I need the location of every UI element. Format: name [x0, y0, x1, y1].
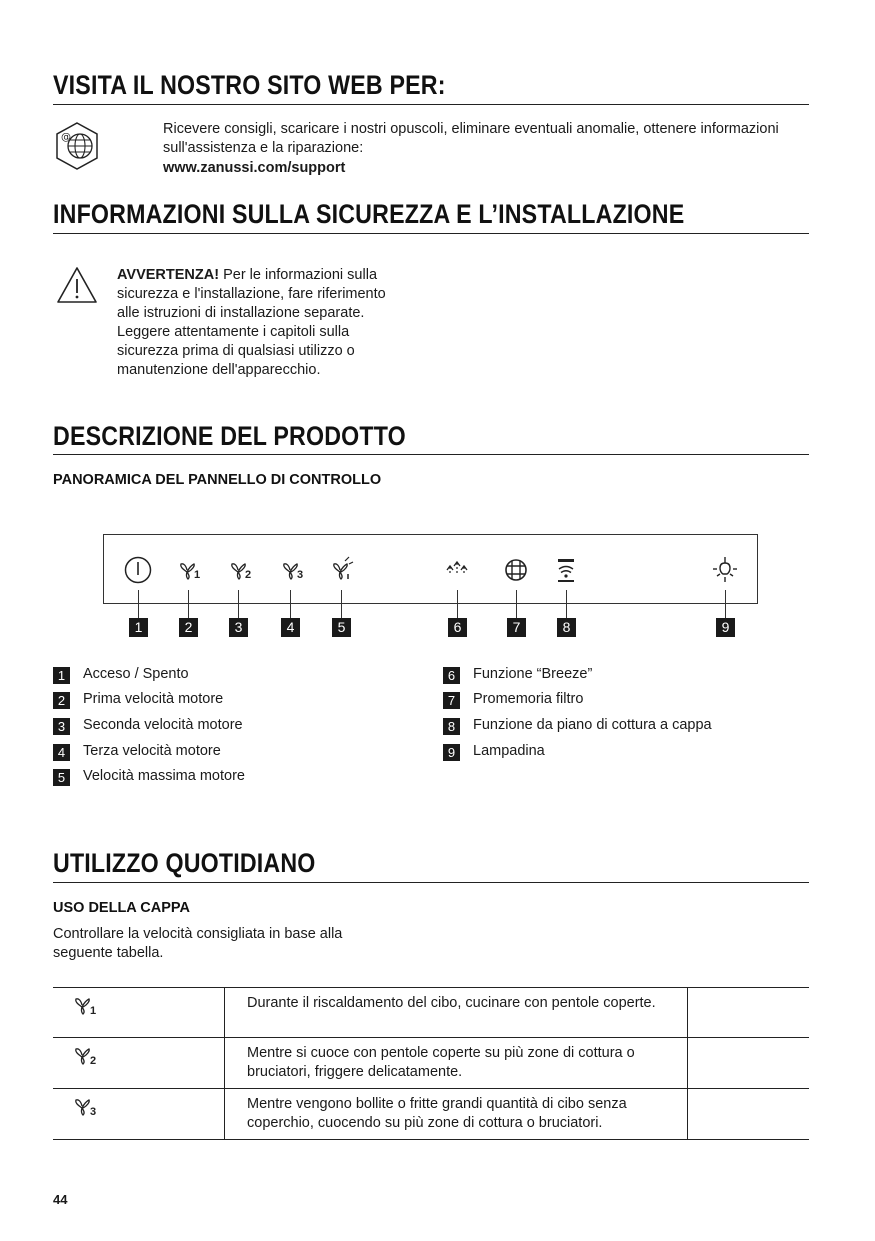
legend-label: Velocità massima motore [83, 768, 245, 784]
fan-speed-3-icon [277, 555, 307, 585]
breeze-icon [442, 555, 472, 585]
legend-number: 3 [53, 718, 70, 735]
callout-line [725, 590, 726, 618]
callout-line [516, 590, 517, 618]
table-row [53, 1089, 809, 1140]
fan-speed-2-icon [225, 555, 255, 585]
callout-line [290, 590, 291, 618]
speed-description: Mentre vengono bollite o fritte grandi quantità di cibo senza coperchio, cuocendo su più zone di cottura o bruciatori. [225, 1089, 688, 1140]
hood-use-subheading: USO DELLA CAPPA [53, 900, 190, 916]
speed-extra [688, 1089, 810, 1140]
speed-digit-3: 3 [297, 569, 304, 581]
speed-extra [688, 988, 810, 1038]
legend-number: 1 [53, 667, 70, 684]
speed-description: Mentre si cuoce con pentole coperte su più zone di cottura o bruciatori, friggere delicatamente. [225, 1038, 688, 1089]
legend-label: Seconda velocità motore [83, 717, 243, 733]
legend-label: Terza velocità motore [83, 743, 221, 759]
legend-label: Promemoria filtro [473, 691, 584, 707]
callout-number: 6 [448, 618, 467, 637]
warning-text: Per le informazioni sulla sicurezza e l'installazione, fare riferimento alle istruzioni di installazione separate. Leggere attentamente i capitoli sulla sicurezza prima di qualsiasi utilizzo o manutenzione dell'apparecchio. [117, 267, 386, 378]
legend-number: 9 [443, 744, 460, 761]
speed-digit: 2 [90, 1055, 97, 1067]
callout-number: 3 [229, 618, 248, 637]
heading-divider [53, 233, 809, 234]
speed-digit: 3 [90, 1106, 97, 1118]
callout-number: 1 [129, 618, 148, 637]
control-panel-subheading: PANORAMICA DEL PANNELLO DI CONTROLLO [53, 472, 382, 488]
hob-to-hood-icon [551, 555, 581, 585]
safety-heading: INFORMAZIONI SULLA SICUREZZA E L’INSTALLAZIONE [53, 199, 685, 229]
lamp-icon [710, 555, 740, 585]
legend-number: 6 [443, 667, 460, 684]
callout-number: 9 [716, 618, 735, 637]
speed-digit-2: 2 [245, 569, 252, 581]
legend-number: 7 [443, 692, 460, 709]
heading-divider [53, 104, 809, 105]
callout-number: 8 [557, 618, 576, 637]
heading-divider [53, 882, 809, 883]
page-number: 44 [53, 1192, 68, 1207]
speed-extra [688, 1038, 810, 1089]
speed-cell [53, 1038, 225, 1089]
web-globe-icon [52, 121, 102, 171]
fan-speed-1-icon [73, 994, 107, 1020]
speed-digit: 1 [90, 1005, 97, 1017]
legend-number: 4 [53, 744, 70, 761]
callout-number: 7 [507, 618, 526, 637]
hood-use-intro: Controllare la velocità consigliata in base alla seguente tabella. [53, 926, 343, 961]
speed-cell [53, 988, 225, 1038]
legend-label: Prima velocità motore [83, 691, 224, 707]
warning-triangle-icon [56, 266, 98, 304]
website-heading: VISITA IL NOSTRO SITO WEB PER: [53, 70, 446, 100]
callout-line [188, 590, 189, 618]
heading-divider [53, 454, 809, 455]
support-url-link[interactable]: www.zanussi.com/support [163, 160, 346, 176]
product-heading: DESCRIZIONE DEL PRODOTTO [53, 421, 406, 451]
speed-table [53, 987, 809, 1140]
speed-cell [53, 1089, 225, 1140]
callout-number: 2 [179, 618, 198, 637]
callout-line [457, 590, 458, 618]
website-text: Ricevere consigli, scaricare i nostri opuscoli, eliminare eventuali anomalie, ottenere informazioni sull'assistenza e la riparazione: [163, 121, 779, 156]
table-row [53, 988, 809, 1038]
warning-label: AVVERTENZA! [117, 267, 220, 283]
filter-reminder-icon [501, 555, 531, 585]
power-icon [123, 555, 153, 585]
legend-number: 8 [443, 718, 460, 735]
svg-text:@: @ [61, 132, 71, 143]
fan-speed-3-icon [73, 1095, 107, 1121]
speed-digit-1: 1 [194, 569, 201, 581]
speed-description: Durante il riscaldamento del cibo, cucinare con pentole coperte. [225, 988, 688, 1038]
legend-label: Funzione “Breeze” [473, 666, 593, 682]
callout-line [238, 590, 239, 618]
legend-label: Acceso / Spento [83, 666, 189, 682]
fan-speed-2-icon [73, 1044, 107, 1070]
legend-number: 2 [53, 692, 70, 709]
fan-max-speed-icon [327, 555, 357, 585]
callout-number: 5 [332, 618, 351, 637]
daily-use-heading: UTILIZZO QUOTIDIANO [53, 848, 316, 878]
legend-label: Funzione da piano di cottura a cappa [473, 717, 712, 733]
callout-line [138, 590, 139, 618]
callout-line [566, 590, 567, 618]
callout-number: 4 [281, 618, 300, 637]
legend-label: Lampadina [473, 743, 545, 759]
callout-line [341, 590, 342, 618]
fan-speed-1-icon [174, 555, 204, 585]
table-row [53, 1038, 809, 1089]
safety-warning [117, 266, 387, 380]
legend-number: 5 [53, 769, 70, 786]
